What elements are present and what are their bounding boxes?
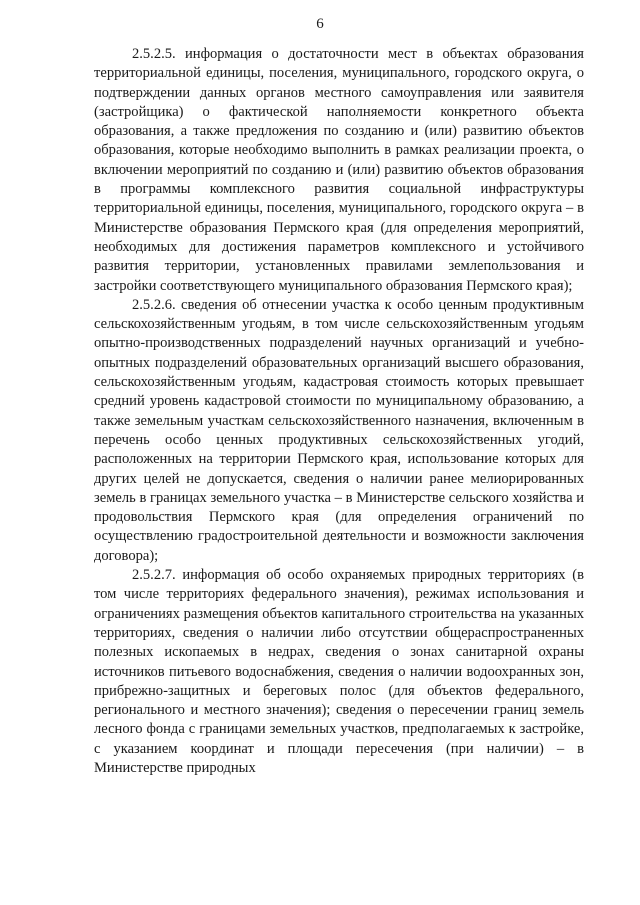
page-number: 6 bbox=[316, 16, 324, 32]
paragraph-2-5-2-5: 2.5.2.5. информация о достаточности мест в объектах образования территориальной единицы, поселения, муниципального, городского округа, о подтверждении данных органов местного самоуправления или заявителя (застройщика) о фактической наполняемости конкретного объекта образования, а также предложения по созданию и (или) развитию объектов образования, которые необходимо выполнить в рамках реализации проекта, о включении мероприятий по созданию и (или) развитию объектов образования в программы комплексного развития социальной инфраструктуры территориальной единицы, поселения, муниципального, городского округа – в Министерстве образования Пермского края (для определения мероприятий, необходимых для достижения параметров комплексного и устойчивого развития территории, установленных правилами землепользования и застройки соответствующего муниципального образования Пермского края); bbox=[94, 46, 584, 294]
paragraph-2-5-2-6: 2.5.2.6. сведения об отнесении участка к особо ценным продуктивным сельскохозяйственным угодьям, в том числе сельскохозяйственным угодьям опытно-производственных подразделений научных организаций и учебно-опытных подразделений образовательных организаций высшего образования, сельскохозяйственным угодьям, кадастровая стоимость которых превышает средний уровень кадастровой стоимости по муниципальному образованию, а также земельным участкам сельскохозяйственного назначения, включенным в перечень особо ценных продуктивных сельскохозяйственных угодий, расположенных на территории Пермского края, использование которых для других целей не допускается, сведения о наличии ранее мелиорированных земель в границах земельного участка – в Министерстве сельского хозяйства и продовольствия Пермского края (для определения ограничений по осуществлению градостроительной деятельности и возможности заключения договора); bbox=[94, 296, 584, 564]
document-body bbox=[94, 45, 584, 778]
paragraph-2-5-2-7: 2.5.2.7. информация об особо охраняемых природных территориях (в том числе территориях федерального значения), режимах использования и ограничениях размещения объектов капитального строительства на указанных территориях, сведения о наличии либо отсутствии общераспространенных полезных ископаемых в недрах, сведения о зонах санитарной охраны источников питьевого водоснабжения, сведения о наличии водоохранных зон, прибрежно-защитных и береговых полос (для объектов федерального, регионального и местного значения); сведения о пересечении границ земель лесного фонда с границами земельных участков, предполагаемых к застройке, с указанием координат и площади пересечения (при наличии) – в Министерстве природных bbox=[94, 567, 584, 776]
